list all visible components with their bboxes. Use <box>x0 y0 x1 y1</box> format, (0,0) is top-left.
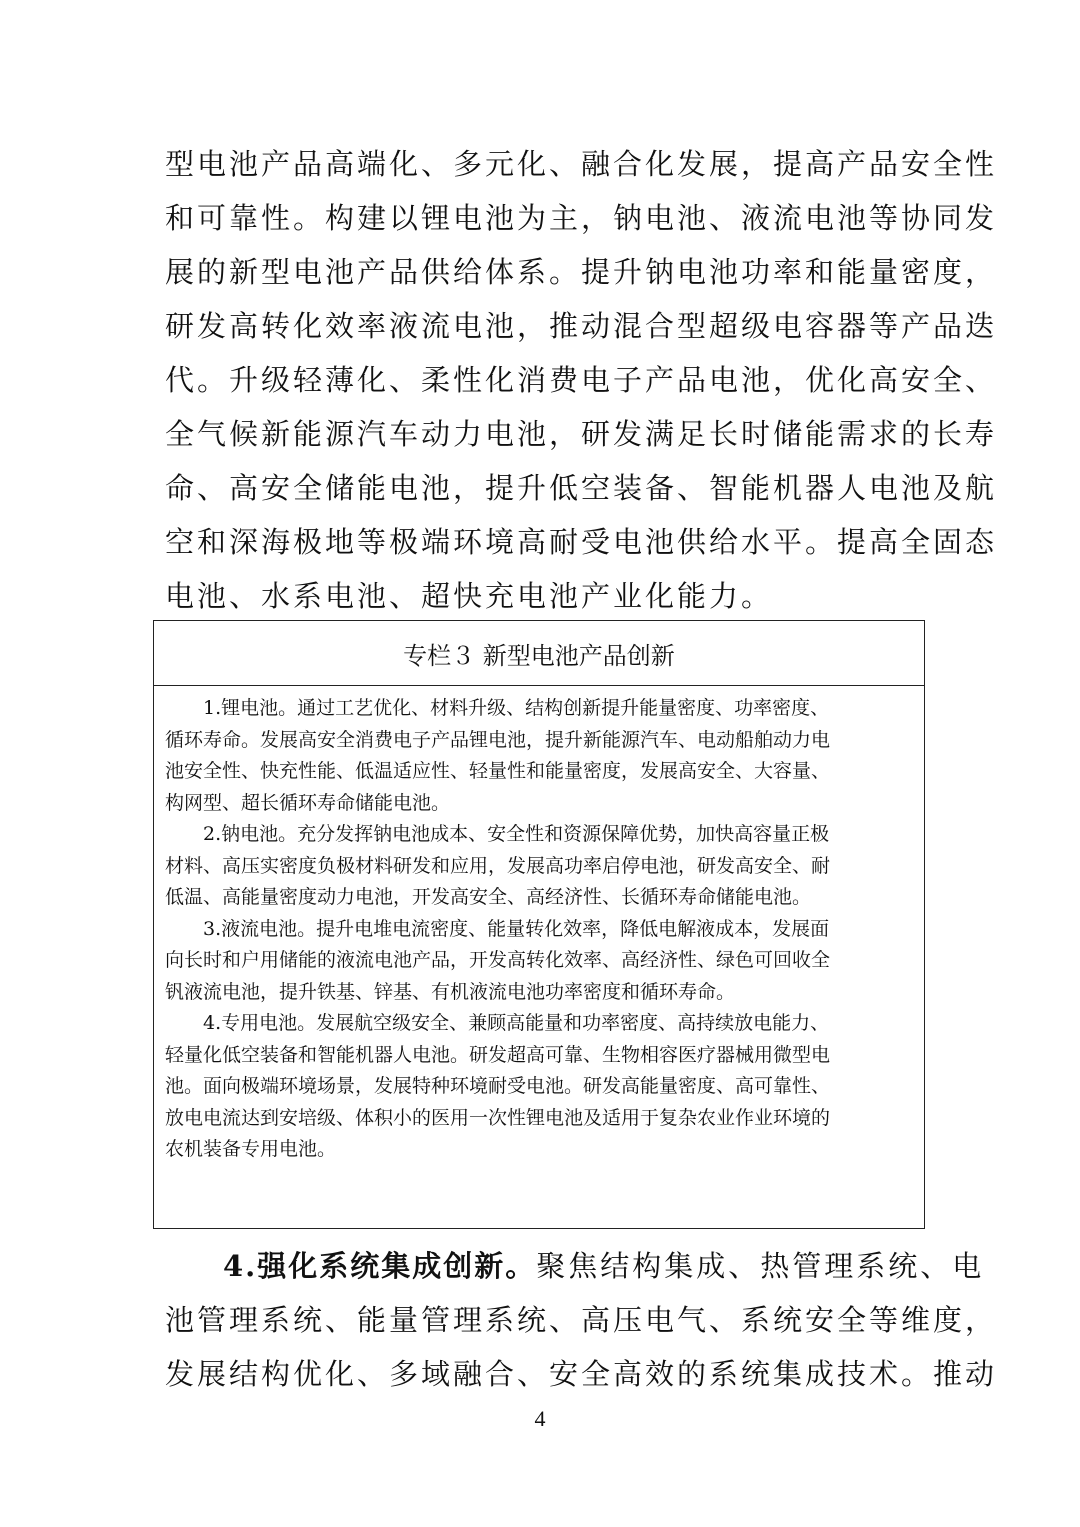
box-line: 池。面向极端环境场景，发展特种环境耐受电池。研发高能量密度、高可靠性、 <box>165 1075 831 1097</box>
box-line: 循环寿命。发展高安全消费电子产品锂电池，提升新能源汽车、电动船舶动力电 <box>165 728 831 751</box>
text-line: 代。升级轻薄化、柔性化消费电子产品电池，优化高安全、 <box>165 363 998 397</box>
box-line: 3.液流电池。提升电堆电流密度、能量转化效率，降低电解液成本，发展面 <box>203 917 830 940</box>
text-line: 发展结构优化、多域融合、安全高效的系统集成技术。推动 <box>165 1357 998 1391</box>
box-line: 钒液流电池，提升铁基、锌基、有机液流电池功率密度和循环寿命。 <box>165 980 736 1003</box>
box-line: 材料、高压实密度负极材料研发和应用，发展高功率启停电池，研发高安全、耐 <box>165 854 831 877</box>
section-heading: 4.强化系统集成创新。 <box>223 1249 537 1283</box>
box-line: 4.专用电池。发展航空级安全、兼顾高能量和功率密度、高持续放电能力、 <box>203 1012 830 1034</box>
text-line: 型电池产品高端化、多元化、融合化发展，提高产品安全性 <box>165 147 998 181</box>
page-number: 4 <box>534 1406 546 1431</box>
box-line: 构网型、超长循环寿命储能电池。 <box>165 791 451 814</box>
paragraph-top <box>165 137 998 623</box>
text-run: 聚焦结构集成、热管理系统、电 <box>536 1249 985 1283</box>
text-line: 池管理系统、能量管理系统、高压电气、系统安全等维度， <box>165 1303 998 1337</box>
box-line: 1.锂电池。通过工艺优化、材料升级、结构创新提升能量密度、功率密度、 <box>203 697 830 719</box>
box-line: 轻量化低空装备和智能机器人电池。研发超高可靠、生物相容医疗器械用微型电 <box>165 1043 831 1066</box>
box-body <box>154 686 924 1166</box>
box-line: 农机装备专用电池。 <box>165 1138 337 1160</box>
text-line: 研发高转化效率液流电池，推动混合型超级电容器等产品迭 <box>165 309 998 343</box>
text-line: 空和深海极地等极端环境高耐受电池供给水平。提高全固态 <box>165 525 998 559</box>
box-line: 低温、高能量密度动力电池，开发高安全、高经济性、长循环寿命储能电池。 <box>165 886 812 908</box>
box-line: 池安全性、快充性能、低温适应性、轻量性和能量密度，发展高安全、大容量、 <box>165 760 831 782</box>
text-line: 全气候新能源汽车动力电池，研发满足长时储能需求的长寿 <box>165 417 998 451</box>
text-line <box>165 1239 985 1293</box>
text-line: 命、高安全储能电池，提升低空装备、智能机器人电池及航 <box>165 471 998 505</box>
box-line: 放电电流达到安培级、体积小的医用一次性锂电池及适用于复杂农业作业环境的 <box>165 1106 831 1129</box>
paragraph-bottom <box>165 1239 998 1401</box>
text-line: 展的新型电池产品供给体系。提升钠电池功率和能量密度， <box>165 255 998 289</box>
box-line: 2.钠电池。充分发挥钠电池成本、安全性和资源保障优势，加快高容量正极 <box>203 823 830 845</box>
text-line: 电池、水系电池、超快充电池产业化能力。 <box>165 579 774 613</box>
box-title: 专栏３ 新型电池产品创新 <box>154 621 924 686</box>
column-box <box>153 620 925 1229</box>
box-line: 向长时和户用储能的液流电池产品，开发高转化效率、高经济性、绿色可回收全 <box>165 949 831 971</box>
text-line: 和可靠性。构建以锂电池为主，钠电池、液流电池等协同发 <box>165 201 998 235</box>
